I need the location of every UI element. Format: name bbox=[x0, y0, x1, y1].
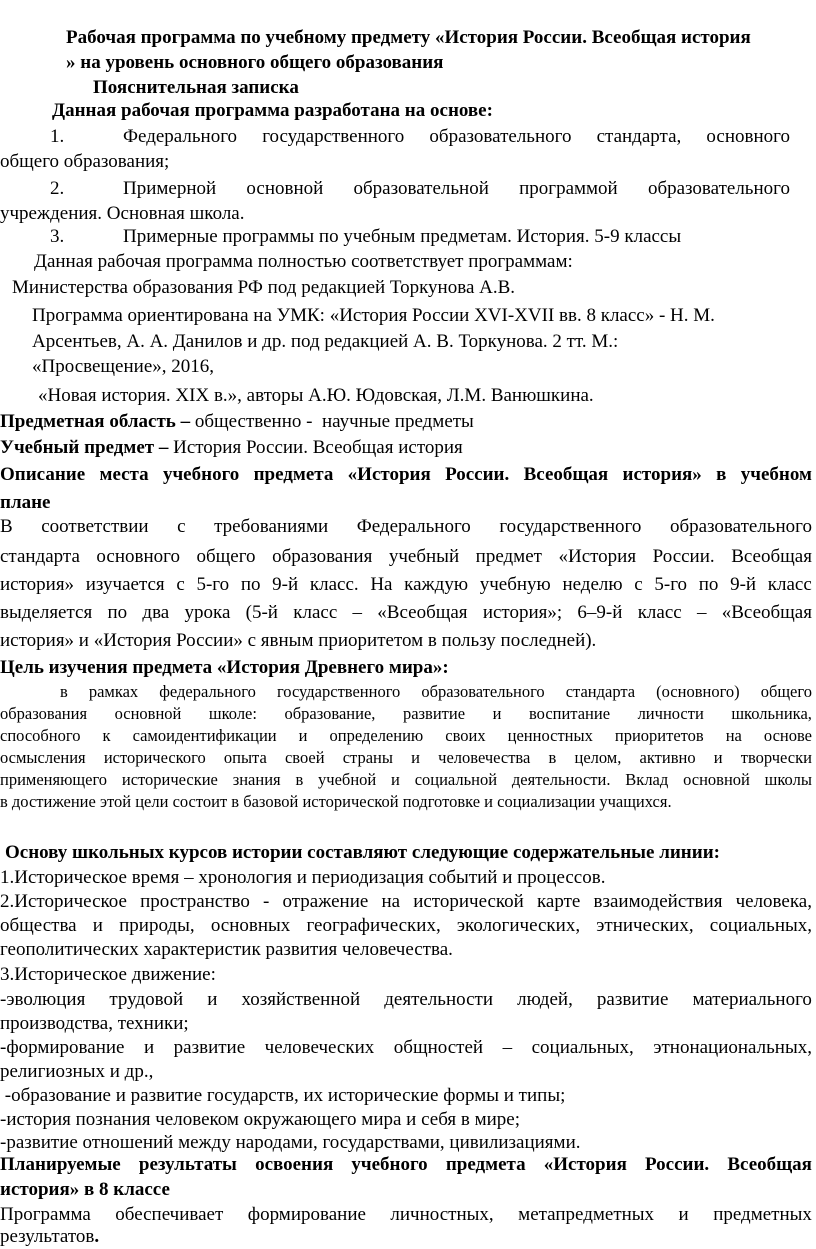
word: образовательного bbox=[647, 178, 790, 199]
content-line bbox=[0, 1036, 812, 1060]
word: учебный bbox=[388, 546, 460, 567]
word: каждую bbox=[404, 574, 469, 595]
word: Планируемые bbox=[0, 1154, 121, 1175]
word: и bbox=[298, 726, 308, 745]
word: учебного bbox=[162, 464, 240, 485]
word: природы, bbox=[119, 915, 195, 936]
word: деятельности. bbox=[511, 770, 611, 789]
word: неделю bbox=[562, 574, 623, 595]
word: социальной bbox=[414, 770, 498, 789]
word: формирование bbox=[247, 1204, 366, 1225]
word: общего bbox=[760, 682, 812, 701]
umk-line-1: Программа ориентирована на УМК: «История России XVI-XVII вв. 8 класс» - Н. М. bbox=[32, 305, 715, 326]
word: в bbox=[60, 682, 68, 701]
word: этнических, bbox=[596, 915, 694, 936]
umk-line-2: Арсентьев, А. А. Данилов и др. под редакцией А. В. Торкунова. 2 тт. М.: bbox=[32, 331, 619, 352]
word: места bbox=[99, 464, 149, 485]
place-line bbox=[0, 515, 812, 539]
word: Федерального bbox=[356, 516, 471, 537]
word: история» bbox=[622, 464, 702, 485]
word: и bbox=[92, 915, 103, 936]
word: определению bbox=[329, 726, 424, 745]
word: государственного bbox=[499, 516, 642, 537]
word: класс. bbox=[309, 574, 359, 595]
word: личности bbox=[637, 704, 704, 723]
basis-item-1-num: 1. bbox=[50, 126, 65, 147]
word: образовательной bbox=[353, 178, 489, 199]
place-line: история» и «История России» с явным приоритетом в пользу последней). bbox=[0, 630, 597, 651]
word: отражение bbox=[282, 891, 369, 912]
word: стандарта bbox=[0, 546, 80, 567]
word: школьника, bbox=[731, 704, 812, 723]
word: образования bbox=[0, 704, 88, 723]
word: – bbox=[352, 602, 363, 623]
word: метапредметных bbox=[518, 1204, 655, 1225]
subject-area-label: Предметная область – bbox=[0, 411, 191, 432]
word: федерального bbox=[159, 682, 256, 701]
word: ценностных bbox=[507, 726, 593, 745]
subject-value: История России. Всеобщая история bbox=[168, 437, 463, 458]
word: творчески bbox=[740, 748, 812, 767]
word: образовательного bbox=[669, 516, 812, 537]
word: человеческих bbox=[264, 1037, 375, 1058]
word: в bbox=[295, 770, 304, 789]
word: и bbox=[492, 704, 502, 723]
content-line: -развитие отношений между народами, государствами, цивилизациями. bbox=[0, 1132, 581, 1153]
place-line bbox=[0, 573, 812, 597]
word: по bbox=[107, 602, 128, 623]
word: результаты bbox=[138, 1154, 237, 1175]
word: На bbox=[370, 574, 393, 595]
word: людей, bbox=[517, 989, 573, 1010]
goal-line bbox=[0, 769, 812, 791]
content-line: 1.Историческое время – хронология и периодизация событий и процессов. bbox=[0, 867, 606, 888]
basis-item-2-num: 2. bbox=[50, 178, 65, 199]
place-heading-2: плане bbox=[0, 492, 51, 513]
word: и bbox=[207, 989, 218, 1010]
word: в bbox=[716, 464, 727, 485]
word: на bbox=[725, 726, 742, 745]
word: России. bbox=[645, 1154, 710, 1175]
word: учебной bbox=[318, 770, 377, 789]
word: государственного bbox=[276, 682, 401, 701]
word: на bbox=[381, 891, 401, 912]
word: урока bbox=[184, 602, 231, 623]
word: предмета bbox=[253, 464, 334, 485]
basis-item-2-cont: учреждения. Основная школа. bbox=[0, 203, 245, 224]
word: учебную bbox=[479, 574, 551, 595]
word: взаимодействия bbox=[593, 891, 723, 912]
goal-heading: Цель изучения предмета «История Древнего мира»: bbox=[0, 657, 449, 678]
content-line: -история познания человеком окружающего мира и себя в мире; bbox=[0, 1109, 520, 1130]
word: образование, bbox=[284, 704, 376, 723]
basis-item-1-cont: общего образования; bbox=[0, 151, 170, 172]
basis-item-2-text bbox=[123, 177, 790, 201]
word: (5-й bbox=[245, 602, 278, 623]
word: программой bbox=[519, 178, 618, 199]
word: общностей bbox=[393, 1037, 484, 1058]
word: два bbox=[142, 602, 170, 623]
word: страны bbox=[342, 748, 393, 767]
results-line-1 bbox=[0, 1203, 812, 1227]
word: воспитание bbox=[528, 704, 611, 723]
word: деятельности bbox=[384, 989, 494, 1010]
word: и bbox=[713, 748, 723, 767]
content-line: геополитических характеристик развития человечества. bbox=[0, 939, 453, 960]
word: исторического bbox=[103, 748, 206, 767]
basis-item-3-text: Примерные программы по учебным предметам. История. 5-9 классы bbox=[123, 226, 682, 247]
word: изучается bbox=[85, 574, 165, 595]
content-line: религиозных и др., bbox=[0, 1061, 154, 1082]
results-line-2-end: . bbox=[94, 1226, 100, 1247]
word: «История bbox=[558, 546, 637, 567]
word: основной bbox=[683, 770, 750, 789]
word: класс bbox=[293, 602, 338, 623]
word: стандарта, bbox=[596, 126, 682, 147]
word: – bbox=[696, 602, 707, 623]
word: 6–9-й bbox=[577, 602, 623, 623]
word: В bbox=[0, 516, 13, 537]
word: класс bbox=[637, 602, 682, 623]
word: - bbox=[263, 891, 270, 912]
word: по bbox=[240, 574, 261, 595]
word: основных bbox=[210, 915, 291, 936]
word: личностных, bbox=[390, 1204, 494, 1225]
word: целом, bbox=[574, 748, 622, 767]
word: образовательного bbox=[429, 126, 572, 147]
word: развитие bbox=[173, 1037, 246, 1058]
word: Всеобщая bbox=[727, 1154, 812, 1175]
place-heading-1 bbox=[0, 463, 812, 487]
word: материального bbox=[692, 989, 812, 1010]
word: своих bbox=[445, 726, 486, 745]
content-line bbox=[0, 914, 812, 938]
word: основной bbox=[114, 704, 182, 723]
basis-item-1-text bbox=[123, 125, 790, 149]
word: -эволюция bbox=[0, 989, 86, 1010]
word: Всеобщая bbox=[523, 464, 609, 485]
word: этнонациональных, bbox=[653, 1037, 812, 1058]
word: 9-й bbox=[272, 574, 299, 595]
umk-line-3: «Просвещение», 2016, bbox=[32, 356, 215, 377]
word: и bbox=[391, 770, 400, 789]
word: с bbox=[177, 516, 186, 537]
word: активно bbox=[639, 748, 696, 767]
word: -формирование bbox=[0, 1037, 125, 1058]
lines-heading: Основу школьных курсов истории составляют следующие содержательные линии: bbox=[5, 842, 720, 863]
results-line-2-text: результатов bbox=[0, 1226, 95, 1247]
content-line bbox=[0, 988, 812, 1012]
word: Примерной bbox=[123, 178, 217, 199]
word: с bbox=[176, 574, 185, 595]
word: осмысления bbox=[0, 748, 86, 767]
word: карте bbox=[536, 891, 581, 912]
word: знания bbox=[232, 770, 281, 789]
word: по bbox=[698, 574, 719, 595]
word: развитие bbox=[596, 989, 669, 1010]
word: к bbox=[102, 726, 111, 745]
word: (основного) bbox=[656, 682, 740, 701]
word: 5-го bbox=[654, 574, 688, 595]
word: самоидентификации bbox=[132, 726, 277, 745]
word: требованиями bbox=[214, 516, 329, 537]
word: учебного bbox=[351, 1154, 428, 1175]
word: «История bbox=[347, 464, 431, 485]
word: учебном bbox=[740, 464, 812, 485]
word: социальных, bbox=[531, 1037, 634, 1058]
note-heading: Пояснительная записка bbox=[93, 77, 299, 98]
word: России. bbox=[652, 546, 715, 567]
word: школе: bbox=[208, 704, 257, 723]
word: 9-й bbox=[730, 574, 757, 595]
content-line: производства, техники; bbox=[0, 1013, 189, 1034]
word: «История bbox=[543, 1154, 627, 1175]
results-heading-1 bbox=[0, 1153, 812, 1177]
word: освоения bbox=[255, 1154, 334, 1175]
content-line: 3.Историческое движение: bbox=[0, 964, 216, 985]
word: человека, bbox=[735, 891, 812, 912]
goal-line bbox=[0, 725, 812, 747]
word: «Всеобщая bbox=[721, 602, 812, 623]
word: общества bbox=[0, 915, 77, 936]
word: и bbox=[143, 1037, 155, 1058]
word: основного bbox=[706, 126, 790, 147]
word: с bbox=[634, 574, 643, 595]
word: Программа bbox=[0, 1204, 91, 1225]
word: человечества bbox=[438, 748, 531, 767]
doc-title-line-1: Рабочая программа по учебному предмету «История России. Всеобщая история bbox=[66, 27, 751, 48]
word: образовательного bbox=[421, 682, 545, 701]
umk-line-4: «Новая история. XIX в.», авторы А.Ю. Юдовская, Л.М. Ванюшкина. bbox=[38, 385, 594, 406]
goal-line bbox=[0, 747, 812, 769]
subject-area bbox=[0, 410, 816, 434]
word: общего bbox=[196, 546, 256, 567]
word: предметных bbox=[713, 1204, 812, 1225]
word: «Всеобщая bbox=[377, 602, 468, 623]
word: предмета bbox=[445, 1154, 526, 1175]
word: государственного bbox=[262, 126, 405, 147]
word: выделяется bbox=[0, 602, 93, 623]
word: России. bbox=[445, 464, 510, 485]
word: способного bbox=[0, 726, 81, 745]
word: Всеобщая bbox=[731, 546, 812, 567]
word: социальных, bbox=[709, 915, 812, 936]
word: основе bbox=[763, 726, 812, 745]
basis-item-3-num: 3. bbox=[50, 226, 65, 247]
corresponds-line-2: Министерства образования РФ под редакцией Торкунова А.В. bbox=[12, 277, 516, 298]
results-heading-2: история» в 8 классе bbox=[0, 1179, 170, 1200]
place-line bbox=[0, 601, 812, 625]
content-line: -образование и развитие государств, их исторические формы и типы; bbox=[0, 1085, 566, 1106]
word: Федерального bbox=[123, 126, 238, 147]
word: хозяйственной bbox=[241, 989, 361, 1010]
word: исторической bbox=[413, 891, 524, 912]
word: – bbox=[502, 1037, 513, 1058]
place-line bbox=[0, 545, 812, 569]
word: опыта bbox=[223, 748, 267, 767]
word: в bbox=[548, 748, 557, 767]
subject-label: Учебный предмет – bbox=[0, 437, 169, 458]
word: трудовой bbox=[109, 989, 184, 1010]
word: история» bbox=[0, 574, 75, 595]
word: 5-го bbox=[196, 574, 230, 595]
word: рамках bbox=[88, 682, 139, 701]
word: и bbox=[411, 748, 420, 767]
word: класс bbox=[767, 574, 812, 595]
subject-area-value: общественно - научные предметы bbox=[190, 411, 474, 432]
word: история»; bbox=[482, 602, 563, 623]
word: основного bbox=[96, 546, 180, 567]
word: стандарта bbox=[565, 682, 636, 701]
basis-heading: Данная рабочая программа разработана на основе: bbox=[52, 100, 493, 121]
goal-line: в достижение этой цели состоит в базовой исторической подготовке и социализации учащихся. bbox=[0, 792, 672, 811]
word: и bbox=[678, 1204, 689, 1225]
word: приоритетов bbox=[614, 726, 704, 745]
content-line bbox=[0, 890, 812, 914]
word: географических, bbox=[306, 915, 441, 936]
word: применяющего bbox=[0, 770, 108, 789]
results-line-2 bbox=[0, 1225, 816, 1249]
word: своей bbox=[284, 748, 325, 767]
word: пространство bbox=[140, 891, 250, 912]
goal-line bbox=[60, 681, 812, 703]
word: Описание bbox=[0, 464, 86, 485]
word: основной bbox=[246, 178, 324, 199]
word: экологических, bbox=[456, 915, 581, 936]
goal-line bbox=[0, 703, 812, 725]
word: развитие bbox=[402, 704, 466, 723]
word: Вклад bbox=[625, 770, 669, 789]
word: обеспечивает bbox=[115, 1204, 224, 1225]
word: исторические bbox=[121, 770, 218, 789]
word: 2.Историческое bbox=[0, 891, 127, 912]
word: предмет bbox=[475, 546, 542, 567]
word: школы bbox=[764, 770, 812, 789]
word: образования bbox=[272, 546, 373, 567]
subject bbox=[0, 436, 816, 460]
corresponds-line-1: Данная рабочая программа полностью соответствует программам: bbox=[34, 251, 573, 272]
word: соответствии bbox=[41, 516, 149, 537]
doc-title-line-2: » на уровень основного общего образования bbox=[66, 52, 444, 73]
